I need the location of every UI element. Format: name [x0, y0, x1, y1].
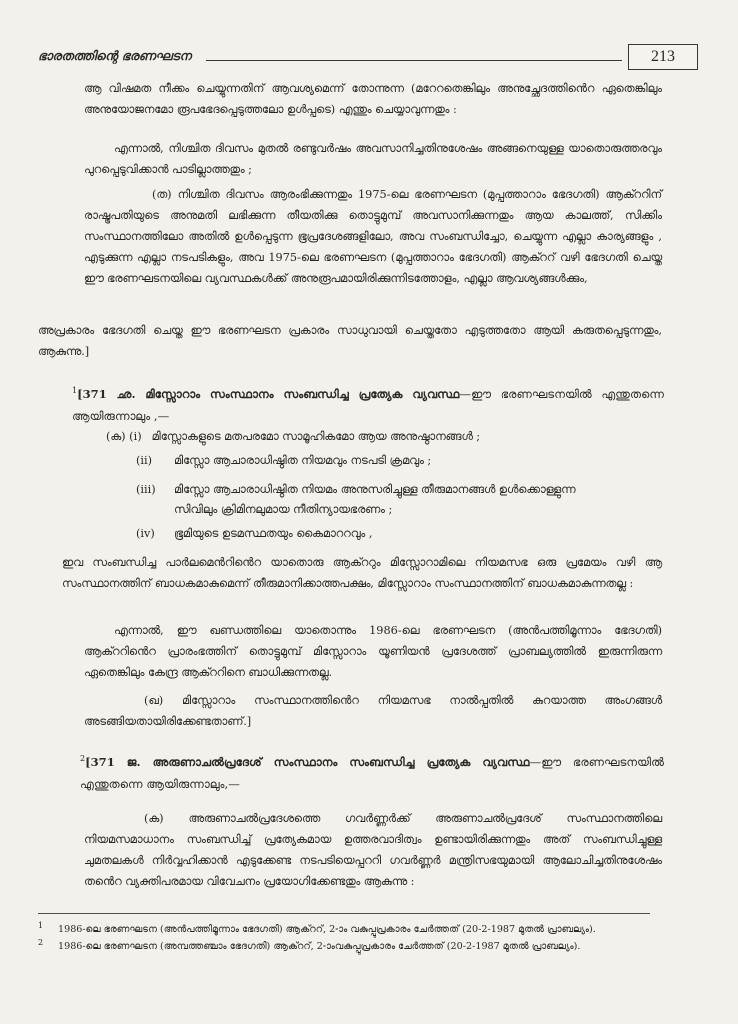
header-rule — [206, 60, 622, 61]
list-item-text: മിസ്സോ ആചാരാധിഷ്ഠിത നിയമവും നടപടി ക്രമവും ; — [174, 454, 432, 467]
footnote-text: 1986-ലെ ഭരണഘടന (അൻപത്തിമൂന്നാം ഭേദഗതി) ആക്ററ്, 2-ാം വകുപ്പുപ്രകാരം ചേർത്തത് (20-2-1987 മുതൽ പ്രാബല്യം). — [58, 924, 596, 936]
list-item-i — [106, 427, 480, 447]
section-371h-tail: —ഈ ഭരണഘടനയിൽ എന്തുതന്നെ ആയിരുന്നാലും,— — [80, 754, 664, 791]
section-371h-heading — [80, 748, 664, 795]
paragraph-5: ഇവ സംബന്ധിച്ച പാർലമെൻറിൻെറ യാതൊരു ആക്ററും മിസ്സോറാമിലെ നിയമസഭ ഒരു പ്രമേയം വഴി ആ സംസ്ഥാനത്തിന് ബാധകമാകുമെന്ന് തീരുമാനിക്കാത്തപക്ഷം, മിസ്സോറാം സംസ്ഥാനത്തിന് ബാധകമാകുന്നതല്ല : — [62, 556, 662, 590]
list-item-label: (iv) — [136, 527, 155, 540]
list-item-text: മിസ്സോകളുടെ മതപരമോ സാമൂഹികമോ ആയ അനുഷ്ഠാനങ്ങൾ ; — [151, 430, 481, 443]
list-item-ii — [136, 451, 431, 471]
list-item-label: (iii) — [136, 483, 156, 496]
paragraph-7: (ഖ) മിസ്സോറാം സംസ്ഥാനത്തിൻെറ നിയമസഭ നാൽപ്പതിൽ കുറയാത്ത അംഗങ്ങൾ അടങ്ങിയതായിരിക്കേണ്ടതാണ്.] — [84, 694, 662, 728]
list-item-text: ഭൂമിയുടെ ഉടമസ്ഥതയും കൈമാററവും , — [174, 527, 373, 540]
list-item-iii — [136, 480, 575, 500]
section-371g-tail: —ഈ ഭരണഘടനയിൽ എന്തുതന്നെ ആയിരുന്നാലും ,— — [72, 386, 664, 423]
footnote-ref-2: 2 — [80, 754, 86, 763]
list-item-label: (ii) — [136, 454, 153, 467]
paragraph-4: അപ്രകാരം ഭേദഗതി ചെയ്ത ഈ ഭരണഘടന പ്രകാരം സാധുവായി ചെയ്തതോ എടുത്തതോ ആയി കരുതപ്പെടുന്നതും, ആകുന്നു.] — [38, 324, 662, 358]
footnote-2 — [38, 936, 580, 954]
paragraph-8: (ക) അരുണാചൽപ്രദേശത്തെ ഗവർണ്ണർക്ക് അരുണാചൽപ്രദേശ് സംസ്ഥാനത്തിലെ നിയമസമാധാനം സംബന്ധിച്ച് പ്രത്യേകമായ ഉത്തരവാദിത്വം ഉണ്ടായിരിക്കുന്നതും അത് സംബന്ധിച്ചുള്ള ചുമതലകൾ നിർവ്വഹിക്കാൻ എടുക്കേണ്ട നടപടിയെപ്പററി ഗവർണ്ണർ മന്ത്രിസഭയുമായി ആലോചിച്ചതിനുശേഷം തൻെറ വ്യക്തിപരമായ വിവേചനം പ്രയോഗിക്കേണ്ടതും ആകുന്നു : — [84, 812, 662, 888]
list-item-text: മിസ്സോ ആചാരാധിഷ്ഠിത നിയമം അനുസരിച്ചുള്ള തീരുമാനങ്ങൾ ഉൾക്കൊള്ളുന്ന — [174, 483, 576, 496]
paragraph-2: എന്നാൽ, നിശ്ചിത ദിവസം മുതൽ രണ്ടുവർഷം അവസാനിച്ചതിനുശേഷം അങ്ങനെയുള്ള യാതൊരുത്തരവും പുറപ്പെടുവിക്കാൻ പാടില്ലാത്തതും ; — [84, 142, 662, 176]
section-371h-title: [371 ജ. അരുണാചൽപ്രദേശ് സംസ്ഥാനം സംബന്ധിച്ച പ്രത്യേക വ്യവസ്ഥ — [85, 754, 530, 769]
list-item-iii-continued: സിവിലും ക്രിമിനലുമായ നീതിന്യായഭരണം ; — [174, 503, 393, 516]
footnote-ref-1: 1 — [72, 386, 78, 395]
paragraph-6: എന്നാൽ, ഈ ഖണ്ഡത്തിലെ യാതൊന്നും 1986-ലെ ഭരണഘടന (അൻപത്തിമൂന്നാം ഭേദഗതി) ആക്ററിൻെറ പ്രാരംഭത്തിന് തൊട്ടുമുമ്പ് മിസ്സോറാം യൂണിയൻ പ്രദേശത്ത് പ്രാബല്യത്തിൽ ഇരുന്നിരുന്ന ഏതെങ്കിലും കേന്ദ്ര ആക്ററിനെ ബാധിക്കുന്നതല്ല. — [84, 624, 662, 679]
footnote-number: 2 — [38, 938, 44, 947]
list-item-iv — [136, 524, 372, 544]
section-371g-title: [371 ഛ. മിസ്സോറാം സംസ്ഥാനം സംബന്ധിച്ച പ്രത്യേക വ്യവസ്ഥ — [77, 386, 460, 401]
footnote-rule — [38, 913, 650, 914]
running-head — [38, 44, 702, 74]
running-head-title: ഭാരതത്തിന്റെ ഭരണഘടന — [38, 48, 192, 63]
paragraph-3: (ത) നിശ്ചിത ദിവസം ആരംഭിക്കുന്നതും 1975-ലെ ഭരണഘടന (മുപ്പത്താറാം ഭേദഗതി) ആക്ററിന് രാഷ്ട്രപതിയുടെ അനുമതി ലഭിക്കുന്ന തീയതിക്കു തൊട്ടുമുമ്പ് അവസാനിക്കുന്നതും ആയ കാലത്ത്, സിക്കിം സംസ്ഥാനത്തിലോ അതിൽ ഉൾപ്പെടുന്ന ഭൂപ്രദേശങ്ങളിലോ, അവ സംബന്ധിച്ചോ, ചെയ്യുന്ന എല്ലാ കാര്യങ്ങളും , എടുക്കുന്ന എല്ലാ നടപടികളും, അവ 1975-ലെ ഭരണഘടന (മുപ്പത്താറാം ഭേദഗതി) ആക്ററ് വഴി ഭേദഗതി ചെയ്ത ഈ ഭരണഘടനയിലെ വ്യവസ്ഥകൾക്ക് അനുരൂപമായിരിക്കുന്നിടത്തോളം, എല്ലാ ആവശ്യങ്ങൾക്കും, — [84, 188, 662, 285]
footnote-text: 1986-ലെ ഭരണഘടന (അമ്പത്തഞ്ചാം ഭേദഗതി) ആക്ററ്, 2-ാംവകുപ്പുപ്രകാരം ചേർത്തത് (20-2-1987 മുതൽ പ്രാബല്യം). — [58, 941, 581, 953]
list-item-label: (ക) (i) — [106, 430, 142, 443]
footnote-1 — [38, 919, 596, 937]
paragraph-1: ആ വിഷമത നീക്കം ചെയ്യുന്നതിന് ആവശ്യമെന്ന് തോന്നുന്ന (മറേറതെങ്കിലും അനുച്ഛേദത്തിൻെറ ഏതെങ്കിലും അനുയോജനമോ രൂപഭേദപ്പെടുത്തലോ ഉൾപ്പടെ) എന്തും ചെയ്യാവുന്നതും : — [84, 82, 662, 116]
footnote-number: 1 — [38, 921, 44, 930]
section-371g-heading — [72, 380, 664, 427]
page-number: 213 — [628, 44, 698, 70]
